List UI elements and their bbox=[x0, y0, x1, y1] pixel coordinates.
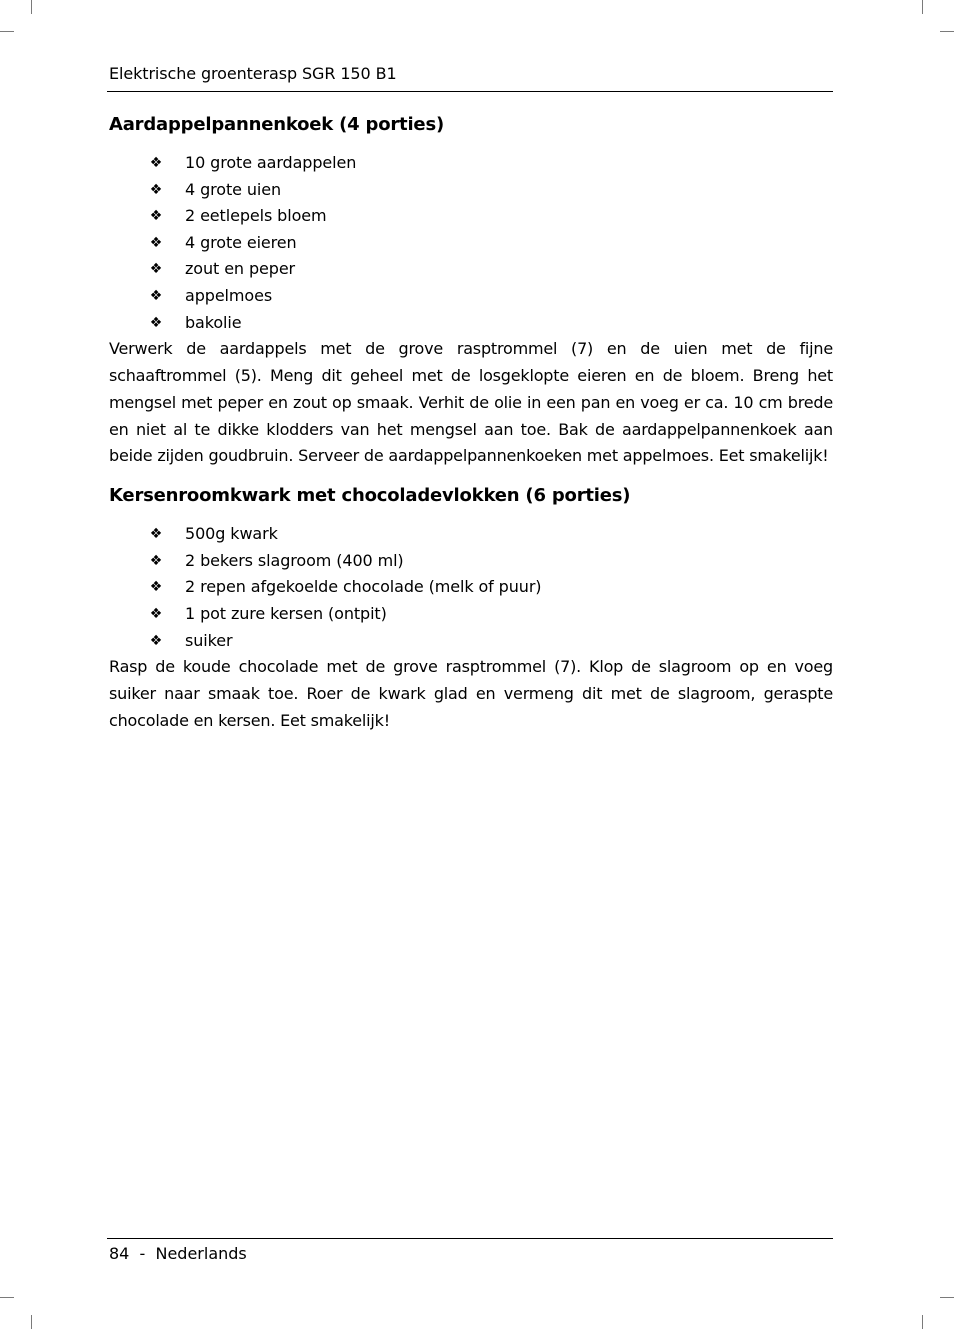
ingredient-item bbox=[109, 521, 833, 548]
ingredient-item bbox=[109, 628, 833, 655]
ingredient-item bbox=[109, 601, 833, 628]
diamond-bullet-icon: ❖ bbox=[149, 552, 163, 569]
ingredient-list bbox=[109, 521, 833, 654]
crop-mark-bottom-right-horizontal bbox=[940, 1297, 954, 1298]
ingredient-item bbox=[109, 150, 833, 177]
ingredient-item bbox=[109, 310, 833, 337]
diamond-bullet-icon: ❖ bbox=[149, 526, 163, 543]
header-divider bbox=[107, 91, 833, 92]
recipe-instructions: Verwerk de aardappels met de grove rasptrommel (7) en de uien met de fijne schaaftrommel (5). Meng dit geheel met de losgeklopte eieren en de bloem. Breng het mengsel met peper en zout op smaak. Verhit de olie in een pan en voeg er ca. 10 cm brede en niet al te dikke klodders van het mengsel aan toe. Bak de aardappelpannenkoek aan beide zijden goudbruin. Serveer de aardappelpannenkoeken met appelmoes. Eet smakelijk! bbox=[109, 339, 833, 466]
ingredient-text: suiker bbox=[185, 630, 233, 650]
crop-mark-top-right-horizontal bbox=[940, 31, 954, 32]
ingredient-item bbox=[109, 203, 833, 230]
recipe-section-potato-pancake bbox=[109, 111, 833, 470]
ingredient-text: 2 bekers slagroom (400 ml) bbox=[185, 550, 404, 570]
ingredient-text: appelmoes bbox=[185, 285, 273, 305]
ingredient-text: 2 repen afgekoelde chocolade (melk of puur) bbox=[185, 577, 542, 597]
running-header: Elektrische groenterasp SGR 150 B1 bbox=[109, 64, 397, 83]
diamond-bullet-icon: ❖ bbox=[149, 261, 163, 278]
recipe-section-cherry-quark bbox=[109, 482, 833, 734]
ingredient-text: 10 grote aardappelen bbox=[185, 153, 357, 172]
ingredient-text: bakolie bbox=[185, 312, 242, 332]
diamond-bullet-icon: ❖ bbox=[149, 605, 163, 622]
page-number: 84 bbox=[109, 1244, 130, 1263]
ingredient-item bbox=[109, 177, 833, 204]
recipe-instructions: Rasp de koude chocolade met de grove rasptrommel (7). Klop de slagroom op en voeg suiker naar smaak toe. Roer de kwark glad en vermeng dit met de slagroom, geraspte chocolade en kersen. Eet smakelijk! bbox=[109, 657, 833, 730]
footer-language: Nederlands bbox=[155, 1244, 247, 1263]
ingredient-item bbox=[109, 548, 833, 575]
diamond-bullet-icon: ❖ bbox=[149, 155, 163, 171]
page-footer bbox=[109, 1242, 247, 1266]
crop-mark-top-left-horizontal bbox=[0, 31, 14, 32]
ingredient-item bbox=[109, 283, 833, 310]
diamond-bullet-icon: ❖ bbox=[149, 579, 163, 596]
diamond-bullet-icon: ❖ bbox=[149, 234, 163, 251]
page-content bbox=[109, 111, 833, 735]
crop-mark-top-left-vertical bbox=[31, 0, 32, 14]
crop-mark-bottom-left-vertical bbox=[31, 1315, 32, 1329]
ingredient-item bbox=[109, 574, 833, 601]
recipe-title: Aardappelpannenkoek (4 porties) bbox=[109, 114, 444, 135]
crop-mark-top-right-vertical bbox=[922, 0, 923, 14]
crop-mark-bottom-right-vertical bbox=[922, 1315, 923, 1329]
footer-divider bbox=[107, 1238, 833, 1239]
ingredient-text: 2 eetlepels bloem bbox=[185, 206, 327, 226]
diamond-bullet-icon: ❖ bbox=[149, 314, 163, 331]
ingredient-text: 1 pot zure kersen (ontpit) bbox=[185, 603, 387, 623]
ingredient-item bbox=[109, 230, 833, 257]
diamond-bullet-icon: ❖ bbox=[149, 287, 163, 304]
recipe-title: Kersenroomkwark met chocoladevlokken (6 porties) bbox=[109, 485, 631, 507]
ingredient-text: 4 grote uien bbox=[185, 179, 282, 199]
diamond-bullet-icon: ❖ bbox=[149, 181, 163, 198]
ingredient-text: zout en peper bbox=[185, 259, 296, 279]
footer-separator: - bbox=[139, 1244, 146, 1263]
diamond-bullet-icon: ❖ bbox=[149, 208, 163, 225]
diamond-bullet-icon: ❖ bbox=[149, 632, 163, 649]
ingredient-item bbox=[109, 256, 833, 283]
crop-mark-bottom-left-horizontal bbox=[0, 1297, 14, 1298]
ingredient-text: 500g kwark bbox=[185, 524, 278, 544]
ingredient-text: 4 grote eieren bbox=[185, 232, 297, 252]
ingredient-list bbox=[109, 150, 833, 336]
